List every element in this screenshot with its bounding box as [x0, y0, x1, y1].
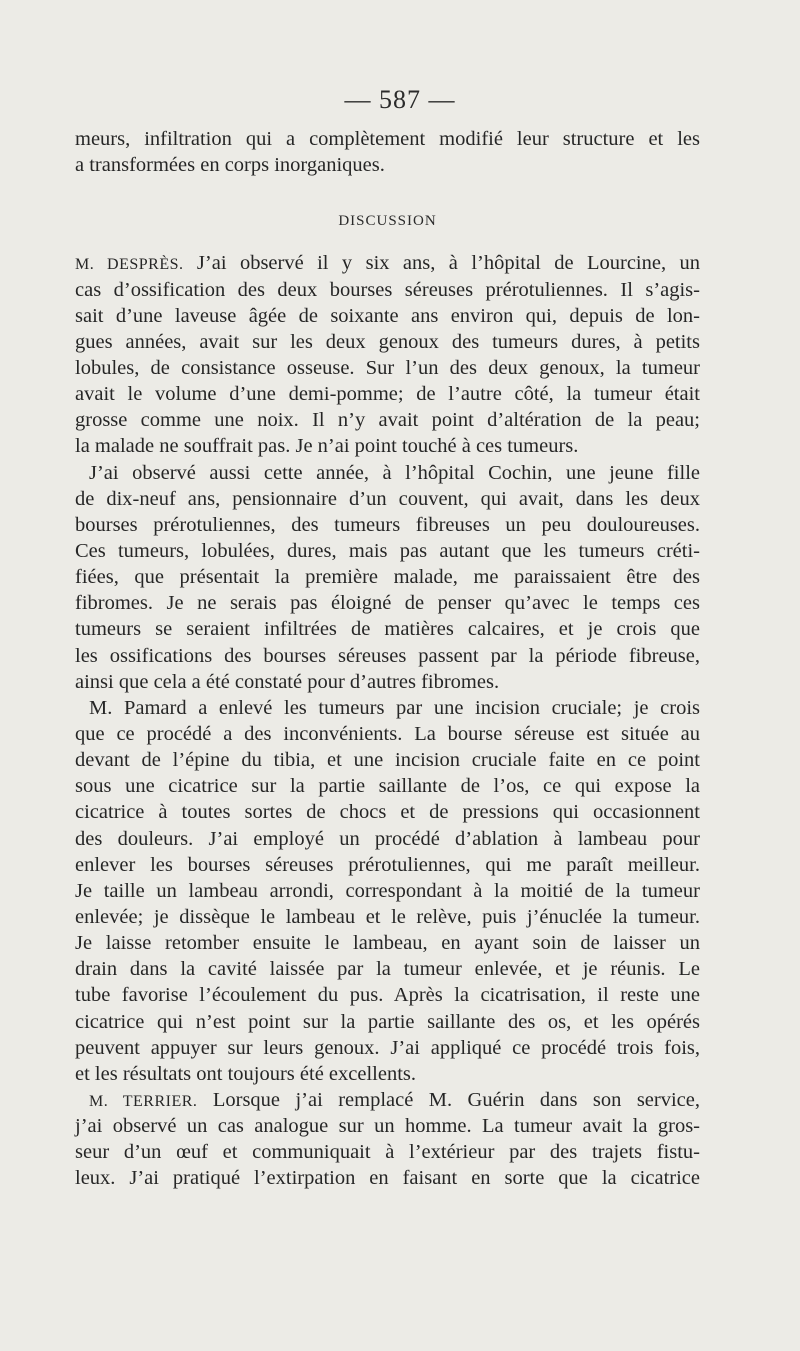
text-line: bourses prérotuliennes, des tumeurs fibreuses un peu douloureuses.	[75, 513, 700, 536]
text-line: Je laisse retomber ensuite le lambeau, en ayant soin de laisser un	[75, 932, 700, 955]
text-line: et les résultats ont toujours été excellents.	[75, 1062, 417, 1085]
text-line: fiées, que présentait la première malade, me paraissaient être des	[75, 566, 700, 589]
text-line: la malade ne souffrait pas. Je n’ai point touché à ces tumeurs.	[75, 435, 579, 458]
paragraph-start: Lorsque j’ai remplacé M. Guérin dans son service,	[212, 1088, 700, 1111]
opening-paragraph	[75, 126, 700, 178]
speaker-name: M. TERRIER.	[89, 1092, 198, 1110]
terrier-paragraph	[75, 1087, 700, 1192]
text-line: Ces tumeurs, lobulées, dures, mais pas autant que les tumeurs créti-	[75, 539, 700, 562]
text-line: sait d’une laveuse âgée de soixante ans environ qui, depuis de lon-	[75, 304, 700, 327]
text-line: enlever les bourses séreuses prérotuliennes, qui me paraît meilleur.	[75, 853, 700, 876]
text-line: a transformées en corps inorganiques.	[75, 154, 385, 177]
text-line: grosse comme une noix. Il n’y avait point d’altération de la peau;	[75, 409, 700, 432]
text-line: j’ai observé un cas analogue sur un homme. La tumeur avait la gros-	[75, 1115, 700, 1138]
text-line: fibromes. Je ne serais pas éloigné de penser qu’avec le temps ces	[75, 592, 700, 615]
text-line: des douleurs. J’ai employé un procédé d’ablation à lambeau pour	[75, 827, 700, 850]
text-line: cicatrice qui n’est point sur la partie saillante des os, et les opérés	[75, 1010, 700, 1033]
text-line: gues années, avait sur les deux genoux des tumeurs dures, à petits	[75, 330, 700, 353]
text-line: cas d’ossification des deux bourses séreuses prérotuliennes. Il s’agis-	[75, 278, 700, 301]
text-line: les ossifications des bourses séreuses passent par la période fibreuse,	[75, 644, 700, 667]
text-line: sous une cicatrice sur la partie saillante de l’os, ce qui expose la	[75, 775, 700, 798]
section-title: DISCUSSION	[338, 213, 437, 230]
text-line: de dix-neuf ans, pensionnaire d’un couvent, qui avait, dans les deux	[75, 487, 700, 510]
text-line: drain dans la cavité laissée par la tumeur enlevée, et je réunis. Le	[75, 958, 700, 981]
text-line: peuvent appuyer sur leurs genoux. J’ai appliqué ce procédé trois fois,	[75, 1036, 700, 1059]
text-line: que ce procédé a des inconvénients. La bourse séreuse est située au	[75, 722, 700, 745]
page-number: — 587 —	[344, 85, 456, 114]
speaker-name: M. DESPRÈS.	[75, 256, 184, 274]
text-line: enlevée; je dissèque le lambeau et le relève, puis j’énuclée la tumeur.	[75, 905, 700, 928]
despres-paragraph-2	[75, 460, 700, 695]
body-text	[75, 126, 700, 1191]
text-line: J’ai observé aussi cette année, à l’hôpital Cochin, une jeune fille	[89, 461, 700, 484]
text-line: cicatrice à toutes sortes de chocs et de pressions qui occasionnent	[75, 801, 700, 824]
text-line: tube favorise l’écoulement du pus. Après la cicatrisation, il reste une	[75, 984, 700, 1007]
text-line: M. Pamard a enlevé les tumeurs par une incision cruciale; je crois	[89, 696, 700, 719]
text-line: leux. J’ai pratiqué l’extirpation en faisant en sorte que la cicatrice	[75, 1167, 700, 1190]
text-line: lobules, de consistance osseuse. Sur l’un des deux genoux, la tumeur	[75, 356, 700, 379]
despres-paragraph-3	[75, 695, 700, 1087]
despres-paragraph-1	[75, 250, 700, 459]
text-line: devant de l’épine du tibia, et une incision cruciale faite en ce point	[75, 749, 700, 772]
text-line	[75, 1087, 700, 1113]
text-line: meurs, infiltration qui a complètement modifié leur structure et les	[75, 128, 700, 150]
paragraph-start: J’ai observé il y six ans, à l’hôpital de Lourcine, un	[196, 252, 701, 275]
text-line	[75, 250, 700, 276]
text-line: seur d’un œuf et communiquait à l’extérieur par des trajets fistu-	[75, 1141, 700, 1164]
text-line: Je taille un lambeau arrondi, correspondant à la moitié de la tumeur	[75, 879, 700, 902]
text-line: ainsi que cela a été constaté pour d’autres fibromes.	[75, 670, 500, 693]
text-line: tumeurs se seraient infiltrées de matières calcaires, et je crois que	[75, 618, 700, 641]
text-line: avait le volume d’une demi-pomme; de l’autre côté, la tumeur était	[75, 383, 700, 406]
